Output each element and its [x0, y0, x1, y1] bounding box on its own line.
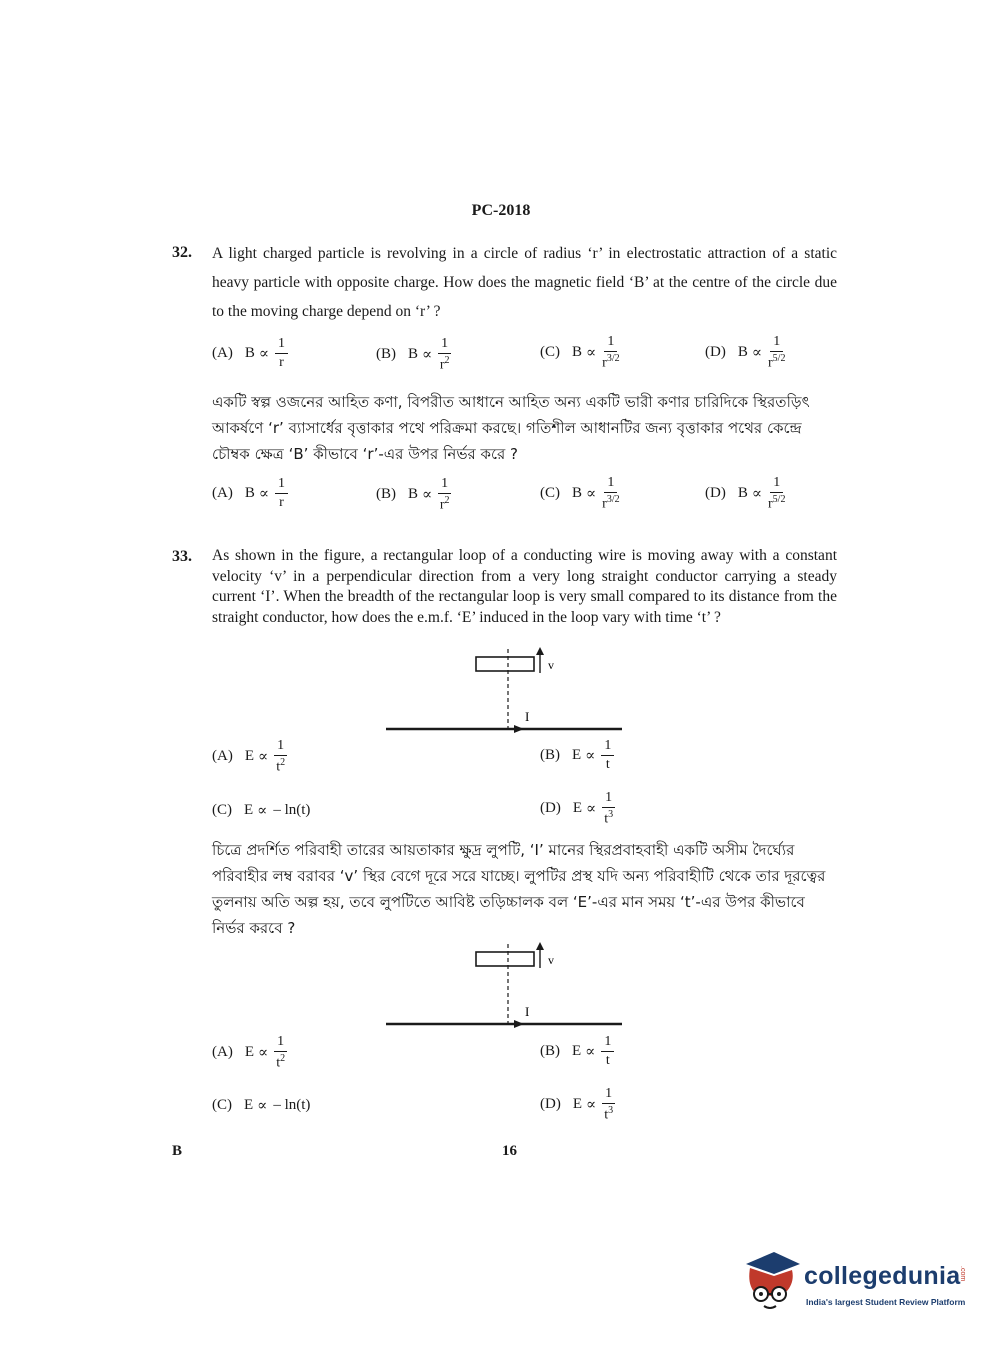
option-a[interactable] — [212, 337, 288, 370]
proportional-symbol: ∝ — [585, 1044, 596, 1060]
option-label: (C) — [212, 1097, 232, 1113]
question-text-bengali: চিত্রে প্রদর্শিত পরিবাহী তারের আয়তাকার ক্ষুদ্র লুপটি, ‘I’ মানের স্থিরপ্রবাহবাহী একটি অসীম দৈর্ঘ্যের পরিবাহীর লম্ব বরাবর ‘v’ স্থির বেগে দূরে সরে যাচ্ছে। লুপটির প্রস্থ যদি অন্য পরিবাহীটি থেকে তার দূরত্বের তুলনায় অতি অল্প হয়, তবে লুপটিতে আবিষ্ট তড়িচ্চালক বল ‘E’-এর মান সময় ‘t’-এর উপর কীভাবে নির্ভর করবে ? — [212, 841, 826, 937]
formula-variable: B — [572, 485, 583, 502]
fraction-denominator — [604, 1104, 613, 1123]
fraction-denominator — [440, 354, 450, 373]
fraction-denominator — [604, 808, 613, 827]
formula-variable: B — [408, 346, 419, 363]
fraction — [438, 337, 451, 373]
option-b[interactable] — [376, 477, 451, 513]
fraction — [275, 337, 288, 370]
formula-expression: – ln(t) — [273, 802, 311, 818]
formula-variable: E — [572, 1096, 582, 1113]
formula-variable: B — [572, 344, 583, 361]
fraction — [275, 477, 288, 510]
proportional-symbol: ∝ — [258, 346, 269, 362]
loop-conductor-figure — [380, 940, 630, 1035]
fraction-denominator — [279, 494, 284, 510]
fraction-denominator — [768, 352, 785, 371]
current-label: I — [525, 709, 530, 724]
denominator-base: r — [602, 496, 607, 512]
formula-expression: – ln(t) — [273, 1097, 311, 1113]
option-c[interactable] — [540, 476, 620, 512]
fraction-numerator: 1 — [275, 477, 288, 494]
option-label: (C) — [212, 802, 232, 818]
fraction — [274, 739, 287, 775]
formula-variable: E — [572, 800, 582, 817]
question-text-english: A light charged particle is revolving in a circle of radius ‘r’ in electrostatic attraction of a static heavy particle with opposite charge. How does the magnetic field ‘B’ at the centre of the circle due to the moving charge depend on ‘r’ ? — [212, 245, 837, 320]
proportional-symbol: ∝ — [585, 748, 596, 764]
velocity-arrowhead — [536, 647, 544, 655]
question-text-english: As shown in the figure, a rectangular loop of a conducting wire is moving away with a constant velocity ‘v’ in a perpendicular direction from a very long straight conductor carrying a steady current ‘I’. When the breadth of the rectangular loop is very small compared to its distance from the straight conductor, how does the e.m.f. ‘E’ induced in the loop vary with time ‘t’ ? — [212, 547, 837, 626]
formula-variable: E — [572, 1043, 582, 1059]
proportional-symbol: ∝ — [586, 1097, 597, 1114]
option-b[interactable] — [540, 1035, 614, 1068]
denominator-base: r — [279, 495, 284, 510]
fraction-denominator — [602, 493, 619, 512]
mascot-icon — [742, 1250, 802, 1314]
proportional-symbol: ∝ — [422, 347, 433, 364]
fraction-numerator: 1 — [275, 337, 288, 354]
rectangular-loop — [476, 657, 534, 671]
formula-variable: E — [244, 748, 254, 765]
fraction — [602, 476, 619, 512]
option-label: (A) — [212, 485, 233, 501]
page-number: 16 — [502, 1143, 517, 1159]
denominator-exponent: 2 — [280, 1053, 286, 1064]
fraction-numerator: 1 — [604, 476, 617, 493]
fraction-numerator: 1 — [274, 1035, 287, 1052]
option-label: (C) — [540, 344, 560, 361]
fraction-numerator: 1 — [438, 477, 451, 494]
formula-variable: E — [244, 1097, 254, 1113]
proportional-symbol: ∝ — [257, 1098, 268, 1114]
denominator-base: r — [439, 497, 445, 513]
fraction-numerator: 1 — [438, 337, 451, 354]
question-text-bengali: একটি স্বল্প ওজনের আহিত কণা, বিপরীত আধানে আহিত অন্য একটি ভারী কণার চারিদিকে স্থিরতড়িৎ আকর্ষণে ‘r’ ব্যাসার্ধের বৃত্তাকার পথে পরিক্রমা করছে। গতিশীল আধানটির জন্য বৃত্তাকার পথের কেন্দ্রে চৌম্বক ক্ষেত্র ‘B’ কীভাবে ‘r’-এর উপর নির্ভর করে ? — [212, 393, 810, 463]
option-label: (B) — [540, 1043, 560, 1059]
option-label: (B) — [376, 346, 396, 363]
velocity-label: v — [548, 658, 554, 672]
denominator-base: t — [604, 811, 609, 827]
option-label: (D) — [540, 1096, 561, 1113]
denominator-exponent: 2 — [444, 355, 450, 366]
velocity-arrowhead — [536, 942, 544, 950]
denominator-base: t — [276, 759, 281, 775]
formula-variable: B — [737, 344, 748, 361]
current-label: I — [525, 1004, 530, 1019]
option-label: (D) — [540, 800, 561, 817]
denominator-base: r — [279, 355, 284, 370]
fraction — [602, 791, 615, 827]
denominator-exponent: 2 — [280, 757, 286, 768]
denominator-base: r — [602, 355, 607, 371]
option-label: (B) — [540, 747, 560, 763]
option-b[interactable] — [376, 337, 451, 373]
formula-variable: B — [408, 486, 419, 503]
option-label: (A) — [212, 1044, 233, 1061]
denominator-base: r — [768, 355, 773, 371]
option-c[interactable] — [540, 335, 620, 371]
fraction — [768, 476, 785, 512]
proportional-symbol: ∝ — [258, 486, 269, 502]
fraction-numerator: 1 — [604, 335, 617, 352]
denominator-exponent: 5/2 — [772, 353, 786, 364]
brand-tld: .com — [959, 1266, 966, 1282]
denominator-exponent: 3/2 — [606, 353, 620, 364]
proportional-symbol: ∝ — [586, 486, 597, 503]
fraction-numerator: 1 — [601, 1035, 614, 1052]
option-c[interactable] — [212, 1096, 310, 1115]
option-label: (C) — [540, 485, 560, 502]
fraction — [274, 1035, 287, 1071]
fraction-numerator: 1 — [601, 739, 614, 756]
current-arrowhead — [514, 725, 524, 733]
brand-name: collegedunia — [804, 1262, 961, 1290]
current-arrowhead — [514, 1020, 524, 1028]
fraction-denominator — [602, 352, 619, 371]
fraction-numerator: 1 — [602, 1087, 615, 1104]
question-number: 33. — [172, 548, 192, 565]
option-label: (B) — [376, 486, 396, 503]
proportional-symbol: ∝ — [257, 803, 268, 819]
fraction — [602, 1087, 615, 1123]
fraction-denominator — [276, 1052, 285, 1071]
brand-tagline: India's largest Student Review Platform — [806, 1297, 966, 1307]
denominator-exponent: 3 — [608, 1105, 614, 1116]
formula-variable: B — [244, 485, 255, 501]
denominator-base: t — [276, 1055, 281, 1071]
formula-variable: E — [572, 747, 582, 763]
denominator-base: r — [768, 496, 773, 512]
fraction — [601, 1035, 614, 1068]
proportional-symbol: ∝ — [751, 486, 762, 503]
fraction-numerator: 1 — [274, 739, 287, 756]
option-label: (D) — [705, 344, 726, 361]
denominator-base: t — [604, 1107, 609, 1123]
option-a[interactable] — [212, 477, 288, 510]
proportional-symbol: ∝ — [586, 801, 597, 818]
proportional-symbol: ∝ — [586, 345, 597, 362]
fraction-denominator — [768, 493, 785, 512]
formula-variable: E — [244, 1044, 254, 1061]
option-label: (D) — [705, 485, 726, 502]
denominator-exponent: 3/2 — [606, 494, 620, 505]
formula-variable: B — [737, 485, 748, 502]
denominator-base: r — [439, 357, 445, 373]
denominator-base: t — [605, 757, 610, 772]
formula-variable: B — [244, 345, 255, 361]
fraction — [768, 335, 785, 371]
fraction-denominator — [276, 756, 285, 775]
denominator-exponent: 2 — [444, 495, 450, 506]
fraction-numerator: 1 — [770, 476, 783, 493]
option-b[interactable] — [540, 739, 614, 772]
proportional-symbol: ∝ — [258, 749, 269, 766]
formula-variable: E — [244, 802, 254, 818]
fraction-denominator — [440, 494, 450, 513]
question-set: B — [172, 1143, 183, 1159]
option-c[interactable] — [212, 801, 310, 820]
question-number: 32. — [172, 244, 192, 261]
rectangular-loop — [476, 952, 534, 966]
fraction — [602, 335, 619, 371]
fraction-denominator — [279, 354, 284, 370]
option-d[interactable] — [540, 1087, 615, 1123]
fraction-numerator: 1 — [770, 335, 783, 352]
fraction-denominator — [606, 756, 610, 772]
proportional-symbol: ∝ — [258, 1045, 269, 1062]
option-d[interactable] — [705, 335, 785, 371]
proportional-symbol: ∝ — [751, 345, 762, 362]
collegedunia-logo — [742, 1250, 972, 1320]
fraction-numerator: 1 — [602, 791, 615, 808]
option-d[interactable] — [540, 791, 615, 827]
fraction-denominator — [606, 1052, 610, 1068]
loop-conductor-figure — [380, 645, 630, 740]
denominator-exponent: 3 — [608, 809, 614, 820]
fraction — [438, 477, 451, 513]
denominator-exponent: 5/2 — [772, 494, 786, 505]
fraction — [601, 739, 614, 772]
option-label: (A) — [212, 748, 233, 765]
option-label: (A) — [212, 345, 233, 361]
velocity-label: v — [548, 953, 554, 967]
exam-code: PC-2018 — [471, 202, 531, 219]
option-a[interactable] — [212, 1035, 287, 1071]
proportional-symbol: ∝ — [422, 487, 433, 504]
option-d[interactable] — [705, 476, 785, 512]
denominator-base: t — [605, 1053, 610, 1068]
option-a[interactable] — [212, 739, 287, 775]
